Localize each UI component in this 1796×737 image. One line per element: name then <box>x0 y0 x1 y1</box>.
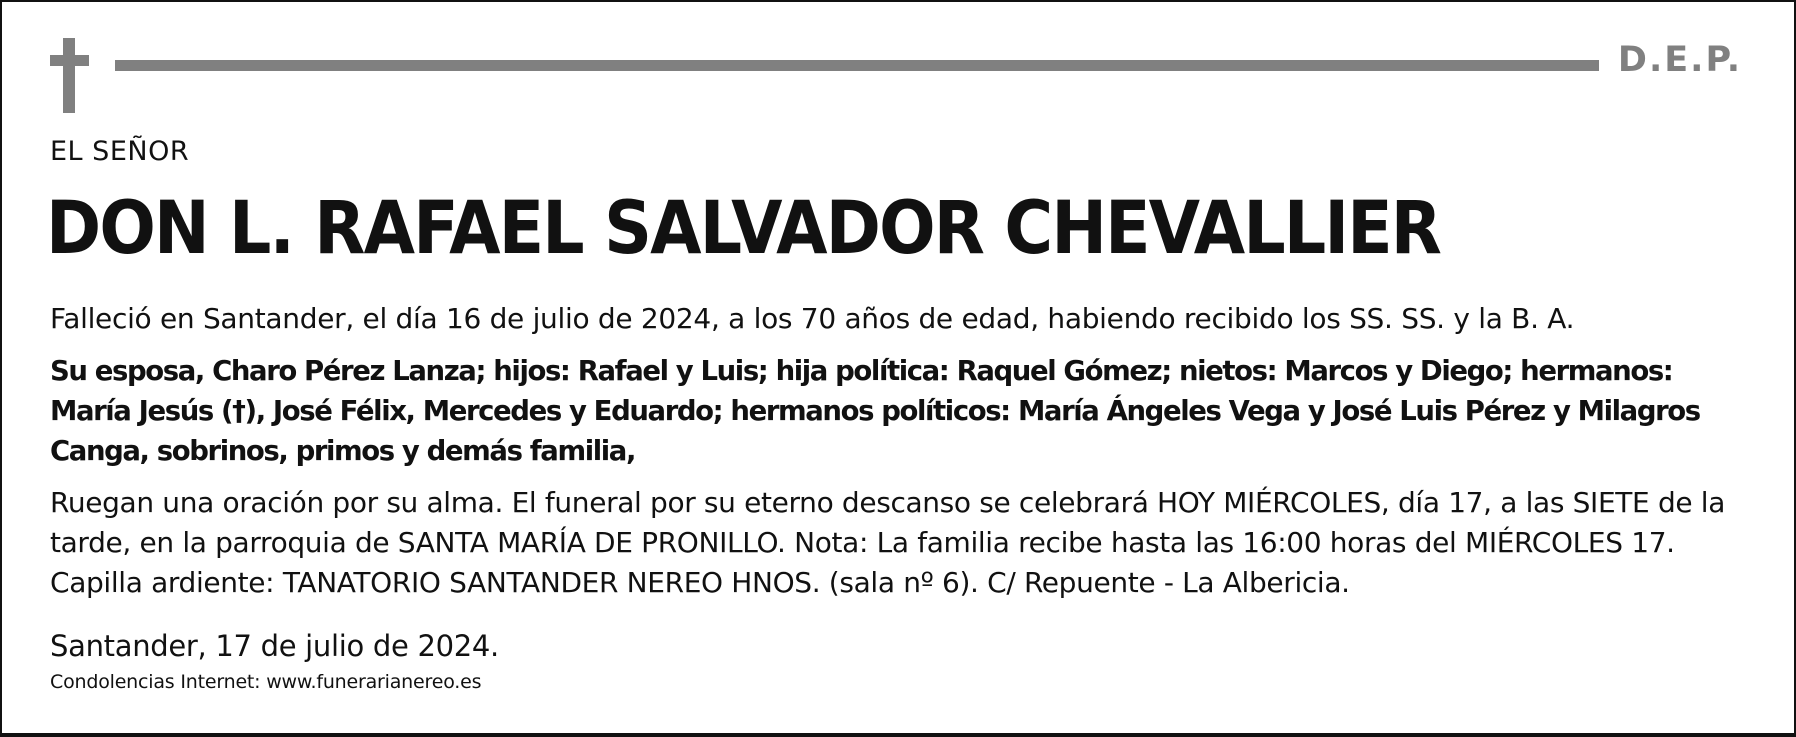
header-rule <box>115 60 1599 71</box>
family-list: Su esposa, Charo Pérez Lanza; hijos: Rafael y Luis; hija política: Raquel Gómez; nietos: Marcos y Diego; hermanos: María Jesús (†), José Félix, Mercedes y Eduardo; hermanos políticos: María Ángeles Vega y José Luis Pérez y Milagros Canga, sobrinos, primos y demás familia, <box>50 355 1700 467</box>
funeral-details: Ruegan una oración por su alma. El funeral por su eterno descanso se celebrará HOY MIÉRCOLES, día 17, a las SIETE de la tarde, en la parroquia de SANTA MARÍA DE PRONILLO. Nota: La familia recibe hasta las 16:00 horas del MIÉRCOLES 17. Capilla ardiente: TANATORIO SANTANDER NEREO HNOS. (sala nº 6). C/ Repuente - La Albericia. <box>50 486 1726 599</box>
deceased-name: DON L. RAFAEL SALVADOR CHEVALLIER <box>46 186 1441 271</box>
intro-title: EL SEÑOR <box>50 136 190 167</box>
place-date: Santander, 17 de julio de 2024. <box>50 629 499 663</box>
dep-label: D.E.P. <box>1617 40 1742 80</box>
condolences-line: Condolencias Internet: www.funerarianereo.es <box>50 671 482 693</box>
cross-icon <box>50 38 89 113</box>
death-announcement: Falleció en Santander, el día 16 de julio de 2024, a los 70 años de edad, habiendo recibido los SS. SS. y la B. A. <box>50 302 1575 335</box>
